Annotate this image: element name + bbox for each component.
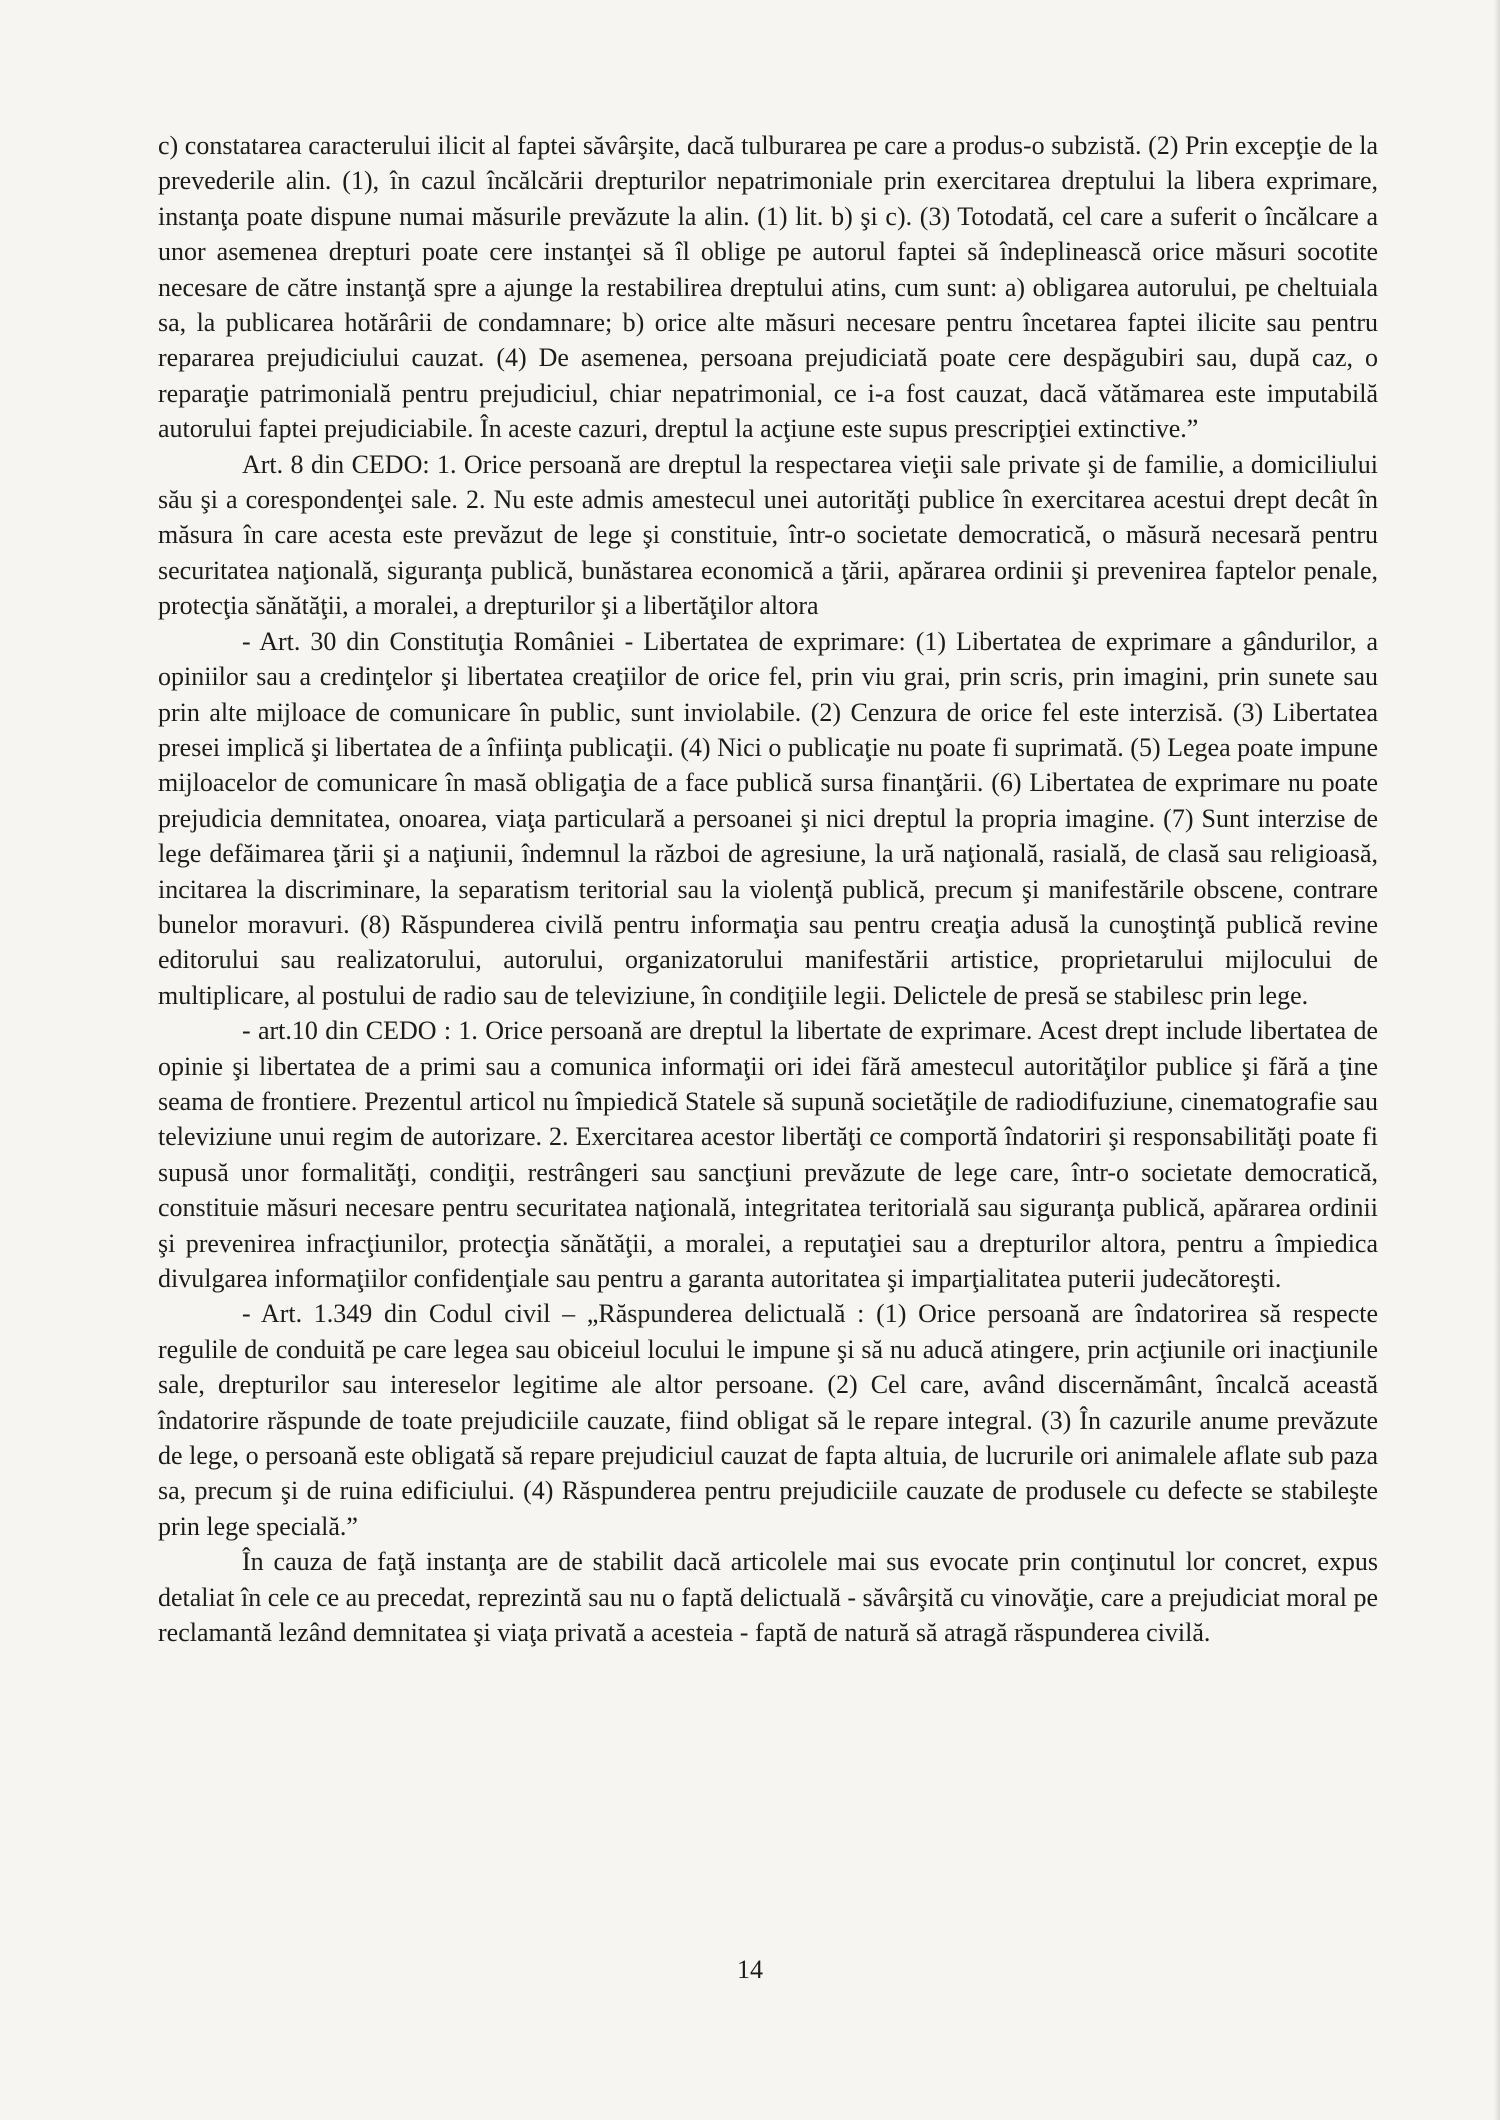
paragraph-art1349-civil-code: - Art. 1.349 din Codul civil – „Răspunderea delictuală : (1) Orice persoană are îndatorirea să respecte regulile de conduită pe care legea sau obiceiul locului le impune şi să nu aducă atingere, prin acţiunile ori inacţiunile sale, drepturilor sau intereselor legitime ale altor persoane. (2) Cel care, având discernământ, încalcă această îndatorire răspunde de toate prejudiciile cauzate, fiind obligat să le repare integral. (3) În cazurile anume prevăzute de lege, o persoană este obligată să repare prejudiciul cauzat de fapta altuia, de lucrurile ori animalele aflate sub paza sa, precum şi de ruina edificiului. (4) Răspunderea pentru prejudiciile cauzate de produsele cu defecte se stabileşte prin lege specială.”: [158, 1299, 1378, 1541]
paragraph-art30-constitution: - Art. 30 din Constituţia României - Libertatea de exprimare: (1) Libertatea de exprimare a gândurilor, a opiniilor sau a credinţelor şi libertatea creaţiilor de orice fel, prin viu grai, prin scris, prin imagini, prin sunete sau prin alte mijloace de comunicare în public, sunt inviolabile. (2) Cenzura de orice fel este interzisă. (3) Libertatea presei implică şi libertatea de a înfiinţa publicaţii. (4) Nici o publicaţie nu poate fi suprimată. (5) Legea poate impune mijloacelor de comunicare în masă obligaţia de a face publică sursa finanţării. (6) Libertatea de exprimare nu poate prejudicia demnitatea, onoarea, viaţa particulară a persoanei şi nici dreptul la propria imagine. (7) Sunt interzise de lege defăimarea ţării şi a naţiunii, îndemnul la război de agresiune, la ură naţională, rasială, de clasă sau religioasă, incitarea la discriminare, la separatism teritorial sau la violenţă publică, precum şi manifestările obscene, contrare bunelor moravuri. (8) Răspunderea civilă pentru informaţia sau pentru creaţia adusă la cunoştinţă publică revine editorului sau realizatorului, autorului, organizatorului manifestării artistice, proprietarului mijlocului de multiplicare, al postului de radio sau de televiziune, în condiţiile legii. Delictele de presă se stabilesc prin lege.: [158, 626, 1378, 1010]
paragraph-continuation: c) constatarea caracterului ilicit al faptei săvârşite, dacă tulburarea pe care a produs-o subzistă. (2) Prin excepţie de la prevederile alin. (1), în cazul încălcării drepturilor nepatrimoniale prin exercitarea dreptului la libera exprimare, instanţa poate dispune numai măsurile prevăzute la alin. (1) lit. b) şi c). (3) Totodată, cel care a suferit o încălcare a unor asemenea drepturi poate cere instanţei să îl oblige pe autorul faptei să îndeplinească orice măsuri socotite necesare de către instanţă spre a ajunge la restabilirea dreptului atins, cum sunt: a) obligarea autorului, pe cheltuiala sa, la publicarea hotărârii de condamnare; b) orice alte măsuri necesare pentru încetarea faptei ilicite sau pentru repararea prejudiciului cauzat. (4) De asemenea, persoana prejudiciată poate cere despăgubiri sau, după caz, o reparaţie patrimonială pentru prejudiciul, chiar nepatrimonial, ce i-a fost cauzat, dacă vătămarea este imputabilă autorului faptei prejudiciabile. În aceste cazuri, dreptul la acţiune este supus prescripţiei extinctive.”: [158, 131, 1378, 444]
paragraph-court-analysis: În cauza de faţă instanţa are de stabilit dacă articolele mai sus evocate prin conţinutul lor concret, expus detaliat în cele ce au precedat, reprezintă sau nu o faptă delictuală - săvârşită cu vinovăţie, care a prejudiciat moral pe reclamantă lezând demnitatea şi viaţa privată a acesteia - faptă de natură să atragă răspunderea civilă.: [158, 1547, 1378, 1648]
paragraph-art8-cedo: Art. 8 din CEDO: 1. Orice persoană are dreptul la respectarea vieţii sale private şi de familie, a domiciliului său şi a corespondenţei sale. 2. Nu este admis amestecul unei autorităţi publice în exercitarea acestui drept decât în măsura în care acesta este prevăzut de lege şi constituie, într-o societate democratică, o măsură necesară pentru securitatea naţională, siguranţa publică, bunăstarea economică a ţării, apărarea ordinii şi prevenirea faptelor penale, protecţia sănătăţii, a moralei, a drepturilor şi a libertăţilor altora: [158, 449, 1378, 621]
document-body: [158, 128, 1378, 1650]
page-number: 14: [737, 1955, 763, 1984]
page-edge-shadow: [1494, 0, 1500, 2120]
paragraph-art10-cedo: - art.10 din CEDO : 1. Orice persoană are dreptul la libertate de exprimare. Acest drept include libertatea de opinie şi libertatea de a primi sau a comunica informaţii ori idei fără amestecul autorităţilor publice şi fără a ţine seama de frontiere. Prezentul articol nu împiedică Statele să supună societăţile de radiodifuziune, cinematografie sau televiziune unui regim de autorizare. 2. Exercitarea acestor libertăţi ce comportă îndatoriri şi responsabilităţi poate fi supusă unor formalităţi, condiţii, restrângeri sau sancţiuni prevăzute de lege care, într-o societate democratică, constituie măsuri necesare pentru securitatea naţională, integritatea teritorială sau siguranţa publică, apărarea ordinii şi prevenirea infracţiunilor, protecţia sănătăţii, a moralei, a reputaţiei sau a drepturilor altora, pentru a împiedica divulgarea informaţiilor confidenţiale sau pentru a garanta autoritatea şi imparţialitatea puterii judecătoreşti.: [158, 1016, 1378, 1293]
